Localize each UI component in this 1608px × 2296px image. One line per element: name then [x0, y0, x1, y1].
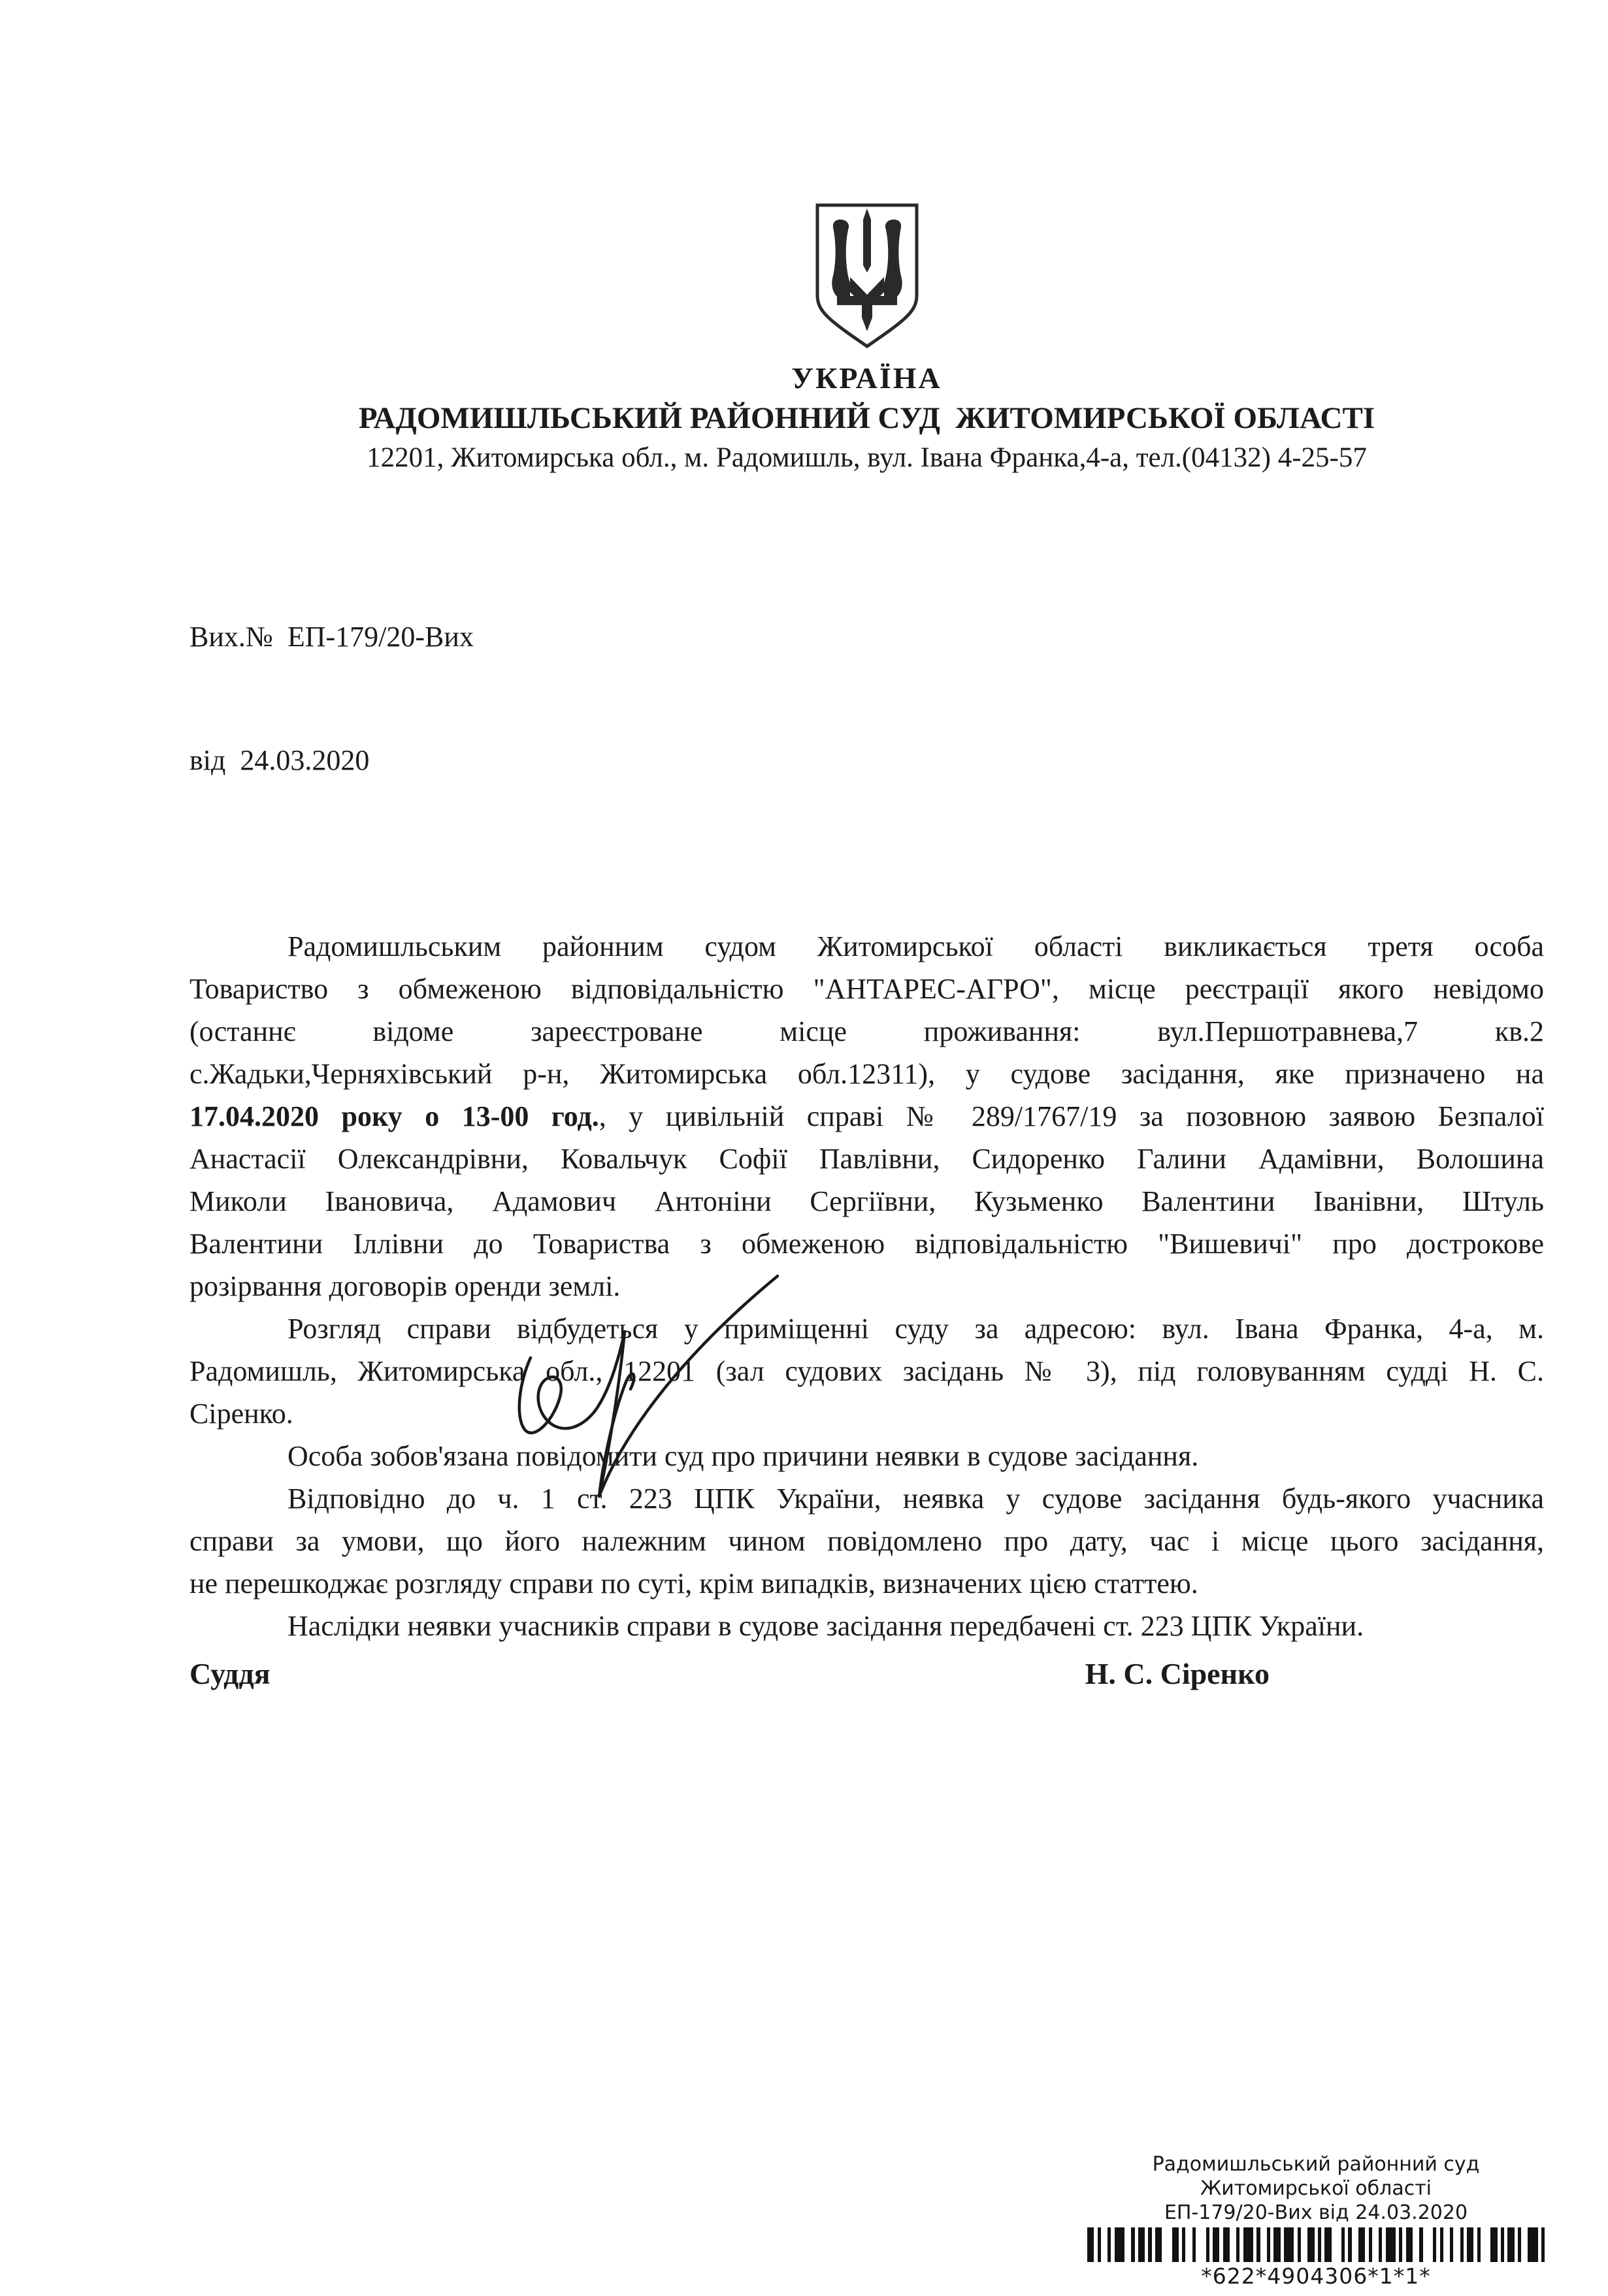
barcode-space: [1124, 2227, 1131, 2262]
body-paragraphs: [189, 925, 1544, 1647]
barcode-bar: [1406, 2227, 1413, 2262]
signature-row: [189, 1656, 1544, 1691]
barcode-bar: [1172, 2227, 1179, 2262]
ukraine-trident-emblem: [811, 200, 923, 353]
body-line: Валентини Іллівни до Товариства з обмеженою відповідальністю "Вишевичі" про дострокове: [189, 1228, 1544, 1260]
barcode-space: [1332, 2227, 1342, 2262]
barcode-bar: [1507, 2227, 1514, 2262]
barcode-bar: [1324, 2227, 1331, 2262]
barcode-bar: [1087, 2227, 1094, 2262]
body-line: Радомишльським районним судом Житомирської області викликається третя особа: [287, 930, 1544, 962]
court-address: 12201, Житомирська обл., м. Радомишль, вул. Івана Франка,4-а, тел.(04132) 4-25-57: [367, 442, 1367, 473]
barcode-bar: [1467, 2227, 1473, 2262]
outgoing-number: Вих.№ ЕП-179/20-Вих: [189, 621, 474, 653]
barcode-bar: [1307, 2227, 1314, 2262]
paragraph: [189, 1435, 1544, 1477]
barcode-space: [1413, 2227, 1419, 2262]
emblem-container: [189, 0, 1544, 357]
body-line: Товариство з обмеженою відповідальністю "АНТАРЕС-АГРО", місце реєстрації якого невідомо: [189, 973, 1544, 1005]
body-line: с.Жадьки,Черняхівський р-н, Житомирська обл.12311), у судове засідання, яке призначено на: [189, 1058, 1544, 1090]
body-line: справи за умови, що його належним чином повідомлено про дату, час і місце цього засідання,: [189, 1525, 1544, 1557]
barcode-space: [1101, 2227, 1108, 2262]
barcode-space: [1423, 2227, 1434, 2262]
barcode-space: [1481, 2227, 1491, 2262]
body-line: Сіренко.: [189, 1398, 293, 1430]
barcode-space: [1521, 2227, 1528, 2262]
barcode-bar: [1528, 2227, 1538, 2262]
paragraph: [189, 1477, 1544, 1605]
barcode-space: [1260, 2227, 1267, 2262]
body-line: не перешкоджає розгляду справи по суті, крім випадків, визначених цією статтею.: [189, 1567, 1198, 1599]
barcode-space: [1196, 2227, 1206, 2262]
barcode-space: [1230, 2227, 1236, 2262]
registration-footer: [1078, 2152, 1554, 2289]
paragraph: [189, 1605, 1544, 1647]
body-line: Наслідки неявки учасників справи в судове засідання передбачені ст. 223 ЦПК України.: [287, 1610, 1364, 1642]
barcode-bar: [1386, 2227, 1396, 2262]
body-line: розірвання договорів оренди землі.: [189, 1270, 621, 1302]
outgoing-date: від 24.03.2020: [189, 744, 370, 776]
body-line: Розгляд справи відбудеться у приміщенні суду за адресою: вул. Івана Франка, 4-а, м.: [287, 1313, 1544, 1345]
barcode-space: [1443, 2227, 1450, 2262]
body-line: 17.04.2020 року о 13-00 год., у цивільній справі № 289/1767/19 за позовною заявою Безпалої: [189, 1100, 1544, 1132]
barcode-bar: [1273, 2227, 1280, 2262]
barcode-bar: [1138, 2227, 1145, 2262]
barcode-bar: [1358, 2227, 1365, 2262]
country-title: УКРАЇНА: [791, 361, 942, 395]
barcode-bar: [1213, 2227, 1219, 2262]
barcode-space: [1301, 2227, 1307, 2262]
body-line: (останнє відоме зареєстроване місце проживання: вул.Першотравнева,7 кв.2: [189, 1015, 1544, 1047]
footer-court-name: Радомишльський районний суд: [1152, 2153, 1480, 2176]
barcode-bar: [1243, 2227, 1254, 2262]
body-line: Радомишль, Житомирська обл., 12201 (зал судових засідань № 3), під головуванням судді Н. С.: [189, 1355, 1544, 1387]
letterhead: [189, 0, 1544, 474]
barcode-bar: [1223, 2227, 1230, 2262]
body-line: Анастасії Олександрівни, Ковальчук Софії Павлівни, Сидоренко Галини Адамівни, Волошина: [189, 1143, 1544, 1175]
body-line: Відповідно до ч. 1 ст. 223 ЦПК України, неявка у судове засідання будь-якого учасника: [287, 1483, 1544, 1515]
barcode-space: [1162, 2227, 1172, 2262]
judge-name: Н. С. Сіренко: [1085, 1657, 1270, 1690]
barcode-space: [1372, 2227, 1379, 2262]
barcode-bar: [1490, 2227, 1497, 2262]
barcode-bar: [1115, 2227, 1125, 2262]
barcode-space: [1352, 2227, 1358, 2262]
barcode-bar: [1284, 2227, 1294, 2262]
paragraph: [189, 925, 1544, 1307]
barcode-bar: [1155, 2227, 1162, 2262]
footer-doc-number: ЕП-179/20-Вих від 24.03.2020: [1164, 2201, 1468, 2224]
barcode-bar: [1541, 2227, 1545, 2262]
barcode: [1087, 2227, 1545, 2262]
barcode-space: [1185, 2227, 1192, 2262]
body-line: Особа зобов'язана повідомити суд про причини неявки в судове засідання.: [287, 1440, 1199, 1472]
judge-label: Суддя: [189, 1657, 271, 1690]
reference-block: [189, 534, 1544, 863]
page-content: [189, 0, 1544, 1691]
footer-court-region: Житомирської області: [1200, 2177, 1432, 2200]
paragraph: [189, 1307, 1544, 1435]
barcode-space: [1453, 2227, 1460, 2262]
barcode-value: *622*4904306*1*1*: [1201, 2263, 1431, 2289]
court-name: РАДОМИШЛЬСЬКИЙ РАЙОННИЙ СУД ЖИТОМИРСЬКОЇ ОБЛАСТІ: [358, 401, 1375, 435]
body-line: Миколи Івановича, Адамович Антоніни Сергіївни, Кузьменко Валентини Іванівни, Штуль: [189, 1185, 1544, 1217]
